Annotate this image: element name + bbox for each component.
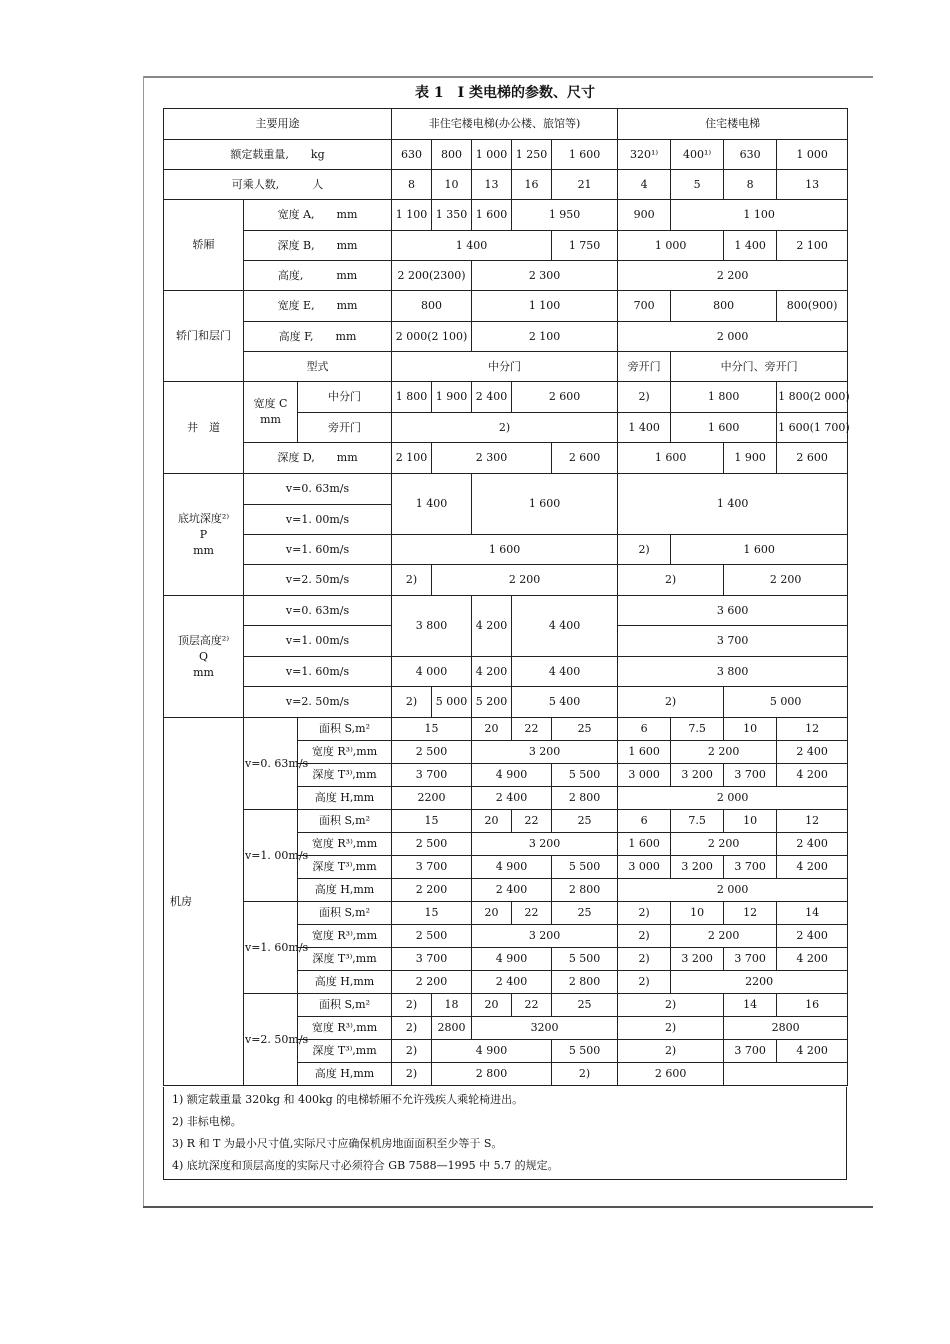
table-cell: 1 400 xyxy=(392,231,552,261)
table-cell: 3 200 xyxy=(472,925,618,948)
table-cell: 4 900 xyxy=(472,764,552,787)
table-cell: 22 xyxy=(512,810,552,833)
table-cell: 2 200 xyxy=(392,879,472,902)
table-cell: 2 600 xyxy=(512,382,618,413)
table-cell: 2 400 xyxy=(777,741,848,764)
table-cell: 2 600 xyxy=(552,443,618,474)
table-cell: 旁开门 xyxy=(618,352,671,382)
table-cell: 4 200 xyxy=(777,856,848,879)
table-row xyxy=(164,902,848,925)
table-cell: 1 400 xyxy=(392,474,472,535)
table-row xyxy=(164,443,848,474)
table-cell: 2) xyxy=(618,971,671,994)
table-cell: 6 xyxy=(618,810,671,833)
note-4: 4) 底坑深度和顶层高度的实际尺寸必须符合 GB 7588—1995 中 5.7 的规定。 xyxy=(172,1159,559,1172)
table-cell: 中分门 xyxy=(392,352,618,382)
table-cell: 2 500 xyxy=(392,833,472,856)
table-cell: 13 xyxy=(777,170,848,200)
table-cell: 22 xyxy=(512,902,552,925)
table-cell: 2 800 xyxy=(552,787,618,810)
table-cell: 2 200 xyxy=(671,741,777,764)
table-cell: 3 700 xyxy=(392,948,472,971)
table-cell: 1 600 xyxy=(671,413,777,443)
table-cell: 5 200 xyxy=(472,687,512,718)
table-cell: 2 000 xyxy=(618,322,848,352)
table-row xyxy=(164,231,848,261)
table-cell: 2 000(2 100) xyxy=(392,322,472,352)
table-cell: 800 xyxy=(392,291,472,322)
table-cell: 3 200 xyxy=(472,741,618,764)
table-cell: 14 xyxy=(724,994,777,1017)
table-cell: 3 700 xyxy=(618,626,848,657)
table-cell: 10 xyxy=(432,170,472,200)
table-cell: 4 900 xyxy=(472,948,552,971)
table-cell: 14 xyxy=(777,902,848,925)
table-cell: 22 xyxy=(512,994,552,1017)
table-cell: 25 xyxy=(552,810,618,833)
table-cell: 2 400 xyxy=(472,879,552,902)
table-cell: 2 500 xyxy=(392,741,472,764)
table-cell: 3 800 xyxy=(618,657,848,687)
table-row xyxy=(164,687,848,718)
elevator-spec-table xyxy=(163,108,848,1086)
table-row xyxy=(164,596,848,626)
table-cell: 400¹⁾ xyxy=(671,140,724,170)
table-cell: 1 600 xyxy=(618,741,671,764)
table-cell: 2 800 xyxy=(432,1063,552,1086)
table-cell: 3 700 xyxy=(724,948,777,971)
table-cell: 机房 xyxy=(164,718,244,1086)
table-cell: 4 200 xyxy=(777,1040,848,1063)
table-cell: 2 200 xyxy=(432,565,618,596)
table-cell: 20 xyxy=(472,902,512,925)
table-row xyxy=(164,140,848,170)
table-cell: 3 200 xyxy=(671,948,724,971)
table-cell: 宽度 R³⁾,mm xyxy=(298,741,392,764)
table-cell: 2 100 xyxy=(392,443,432,474)
table-cell: 1 600 xyxy=(618,443,724,474)
table-cell: 5 000 xyxy=(724,687,848,718)
table-cell: 中分门、旁开门 xyxy=(671,352,848,382)
table-cell: 2 400 xyxy=(472,382,512,413)
table-row xyxy=(164,352,848,382)
table-row xyxy=(164,170,848,200)
table-cell: 1 100 xyxy=(392,200,432,231)
table-cell: 1 250 xyxy=(512,140,552,170)
table-cell: v=1. 00m/s xyxy=(244,505,392,535)
table-cell: 1 350 xyxy=(432,200,472,231)
table-cell: 13 xyxy=(472,170,512,200)
table-cell: 2 600 xyxy=(618,1063,724,1086)
table-cell: 面积 S,m² xyxy=(298,902,392,925)
table-cell: 1 400 xyxy=(618,413,671,443)
table-cell: 额定载重量, kg xyxy=(164,140,392,170)
table-cell: 1 600 xyxy=(618,833,671,856)
table-cell: 7.5 xyxy=(671,718,724,741)
table-cell: 4 000 xyxy=(392,657,472,687)
table-cell: 1 800 xyxy=(392,382,432,413)
table-cell: 1 400 xyxy=(724,231,777,261)
table-cell: 2) xyxy=(618,382,671,413)
table-cell: 2 400 xyxy=(777,925,848,948)
table-row xyxy=(164,291,848,322)
table-cell: 2) xyxy=(618,687,724,718)
table-cell: 中分门 xyxy=(298,382,392,413)
table-cell: 井 道 xyxy=(164,382,244,474)
table-row xyxy=(164,322,848,352)
table-cell: 900 xyxy=(618,200,671,231)
table-cell: 1 600 xyxy=(392,535,618,565)
table-cell: 深度 B, mm xyxy=(244,231,392,261)
table-cell: 3 700 xyxy=(724,856,777,879)
table-cell: 轿门和层门 xyxy=(164,291,244,382)
table-cell: 8 xyxy=(724,170,777,200)
table-cell: 1 750 xyxy=(552,231,618,261)
table-row xyxy=(164,535,848,565)
table-cell: 1 600 xyxy=(671,535,848,565)
table-cell: 深度 D, mm xyxy=(244,443,392,474)
table-cell: 15 xyxy=(392,810,472,833)
table-cell: 5 500 xyxy=(552,1040,618,1063)
table-cell: 2) xyxy=(392,413,618,443)
table-cell: 3 200 xyxy=(671,856,724,879)
table-cell: 2) xyxy=(618,535,671,565)
table-cell: 4 xyxy=(618,170,671,200)
table-cell: v=1. 60m/s xyxy=(244,902,298,994)
table-cell: 8 xyxy=(392,170,432,200)
table-cell: 1 600(1 700) xyxy=(777,413,848,443)
table-cell: 12 xyxy=(724,902,777,925)
table-cell: 2) xyxy=(618,902,671,925)
table-cell: 7.5 xyxy=(671,810,724,833)
table-cell: 3 600 xyxy=(618,596,848,626)
table-cell: 1 000 xyxy=(777,140,848,170)
table-cell: 2) xyxy=(392,1017,432,1040)
table-cell: v=1. 60m/s xyxy=(244,657,392,687)
table-cell: 高度 H,mm xyxy=(298,787,392,810)
table-cell: v=1. 60m/s xyxy=(244,535,392,565)
table-row xyxy=(164,382,848,413)
table-cell: 深度 T³⁾,mm xyxy=(298,1040,392,1063)
table-cell: 5 400 xyxy=(512,687,618,718)
table-cell: 2 200(2300) xyxy=(392,261,472,291)
table-cell: 2 200 xyxy=(671,925,777,948)
table-cell: 2 100 xyxy=(472,322,618,352)
table-cell: 2) xyxy=(392,1063,432,1086)
table-cell: 3 700 xyxy=(392,764,472,787)
table-cell: 4 400 xyxy=(512,596,618,657)
table-cell: 住宅楼电梯 xyxy=(618,109,848,140)
table-row xyxy=(164,200,848,231)
table-cell: 4 200 xyxy=(777,948,848,971)
table-cell: 面积 S,m² xyxy=(298,718,392,741)
table-cell: v=2. 50m/s xyxy=(244,565,392,596)
table-cell: 2 000 xyxy=(618,787,848,810)
table-cell: 宽度 C mm xyxy=(244,382,298,443)
table-cell: 15 xyxy=(392,718,472,741)
table-cell: 2 400 xyxy=(777,833,848,856)
table-cell: 10 xyxy=(724,810,777,833)
table-row xyxy=(164,657,848,687)
table-cell: 2) xyxy=(618,1017,724,1040)
table-cell: 20 xyxy=(472,994,512,1017)
table-cell: 20 xyxy=(472,810,512,833)
table-cell: 高度 F, mm xyxy=(244,322,392,352)
table-cell: 15 xyxy=(392,902,472,925)
table-cell: 3 000 xyxy=(618,764,671,787)
table-cell: 宽度 R³⁾,mm xyxy=(298,1017,392,1040)
table-cell: v=0. 63m/s xyxy=(244,474,392,505)
table-cell: 2 300 xyxy=(472,261,618,291)
table-cell: 4 200 xyxy=(472,657,512,687)
table-cell: 3 200 xyxy=(472,833,618,856)
table-cell: 1 000 xyxy=(472,140,512,170)
table-row xyxy=(164,994,848,1017)
table-row xyxy=(164,474,848,505)
table-cell: 5 xyxy=(671,170,724,200)
table-cell: 高度 H,mm xyxy=(298,879,392,902)
table-cell: 2 400 xyxy=(472,787,552,810)
table-cell: v=0. 63m/s xyxy=(244,596,392,626)
table-cell: 12 xyxy=(777,718,848,741)
table-cell: 25 xyxy=(552,902,618,925)
table-cell: 宽度 E, mm xyxy=(244,291,392,322)
table-cell: 4 200 xyxy=(777,764,848,787)
table-cell: 1 100 xyxy=(671,200,848,231)
table-cell: 2 400 xyxy=(472,971,552,994)
table-cell: 1 400 xyxy=(618,474,848,535)
table-cell: 2 200 xyxy=(618,261,848,291)
table-cell: 630 xyxy=(724,140,777,170)
table-cell: 1 600 xyxy=(552,140,618,170)
table-cell: 2 200 xyxy=(671,833,777,856)
table-cell: 3 000 xyxy=(618,856,671,879)
table-notes xyxy=(163,1087,847,1180)
table-cell: 25 xyxy=(552,718,618,741)
table-cell: 800 xyxy=(432,140,472,170)
table-cell: 2 200 xyxy=(392,971,472,994)
table-cell: 1 000 xyxy=(618,231,724,261)
table-cell: 2 000 xyxy=(618,879,848,902)
table-cell: 深度 T³⁾,mm xyxy=(298,948,392,971)
note-3: 3) R 和 T 为最小尺寸值,实际尺寸应确保机房地面面积至少等于 S。 xyxy=(172,1137,503,1150)
table-cell: 底坑深度²⁾ P mm xyxy=(164,474,244,596)
table-cell: 2 800 xyxy=(552,879,618,902)
table-cell: 1 950 xyxy=(512,200,618,231)
table-cell: 4 900 xyxy=(432,1040,552,1063)
table-cell: 320¹⁾ xyxy=(618,140,671,170)
table-cell: 宽度 R³⁾,mm xyxy=(298,925,392,948)
table-cell: 顶层高度²⁾ Q mm xyxy=(164,596,244,718)
table-cell: 20 xyxy=(472,718,512,741)
table-cell: 1 800(2 000) xyxy=(777,382,848,413)
table-cell: 630 xyxy=(392,140,432,170)
table-cell: 2) xyxy=(392,565,432,596)
table-cell: 宽度 R³⁾,mm xyxy=(298,833,392,856)
table-row xyxy=(164,565,848,596)
table-cell: 18 xyxy=(432,994,472,1017)
table-cell: 2 200 xyxy=(724,565,848,596)
table-cell: 2) xyxy=(392,994,432,1017)
table-cell: 1 600 xyxy=(472,200,512,231)
table-cell: 6 xyxy=(618,718,671,741)
table-cell: 5 000 xyxy=(432,687,472,718)
table-cell: 2) xyxy=(392,687,432,718)
table-cell: 高度 H,mm xyxy=(298,1063,392,1086)
table-cell: 2 100 xyxy=(777,231,848,261)
table-cell: 5 500 xyxy=(552,856,618,879)
table-cell: 1 900 xyxy=(724,443,777,474)
bottom-rule xyxy=(143,1206,873,1208)
table-row xyxy=(164,261,848,291)
table-cell: 主要用途 xyxy=(164,109,392,140)
table-cell: 1 900 xyxy=(432,382,472,413)
table-cell: 面积 S,m² xyxy=(298,994,392,1017)
table-cell: 可乘人数, 人 xyxy=(164,170,392,200)
table-caption: 表 1 I 类电梯的参数、尺寸 xyxy=(414,85,596,101)
table-cell: 10 xyxy=(671,902,724,925)
table-cell: 3 800 xyxy=(392,596,472,657)
table-cell: 5 500 xyxy=(552,948,618,971)
table-cell: 非住宅楼电梯(办公楼、旅馆等) xyxy=(392,109,618,140)
table-cell: 16 xyxy=(512,170,552,200)
table-cell: 深度 T³⁾,mm xyxy=(298,856,392,879)
table-cell: 宽度 A, mm xyxy=(244,200,392,231)
table-cell: 2) xyxy=(618,1040,724,1063)
table-cell: 3 200 xyxy=(671,764,724,787)
table-cell: 2 300 xyxy=(432,443,552,474)
table-cell: 4 200 xyxy=(472,596,512,657)
table-cell: 3 700 xyxy=(392,856,472,879)
table-cell: 2) xyxy=(552,1063,618,1086)
table-cell: 2 600 xyxy=(777,443,848,474)
table-cell: v=0. 63m/s xyxy=(244,718,298,810)
table-cell: 型式 xyxy=(244,352,392,382)
table-row xyxy=(164,718,848,741)
table-cell: 2) xyxy=(392,1040,432,1063)
table-cell: 1 100 xyxy=(472,291,618,322)
table-cell: 高度, mm xyxy=(244,261,392,291)
table-cell: 深度 T³⁾,mm xyxy=(298,764,392,787)
table-cell: 2) xyxy=(618,948,671,971)
table-cell xyxy=(724,1063,848,1086)
table-cell: 21 xyxy=(552,170,618,200)
table-cell: 高度 H,mm xyxy=(298,971,392,994)
table-cell: 4 900 xyxy=(472,856,552,879)
note-1: 1) 额定载重量 320kg 和 400kg 的电梯轿厢不允许残疾人乘轮椅进出。 xyxy=(172,1093,524,1106)
table-cell: 旁开门 xyxy=(298,413,392,443)
note-2: 2) 非标电梯。 xyxy=(172,1115,242,1128)
table-cell: 10 xyxy=(724,718,777,741)
table-cell: 2800 xyxy=(724,1017,848,1040)
table-cell: 3 700 xyxy=(724,764,777,787)
table-cell: 面积 S,m² xyxy=(298,810,392,833)
table-cell: 12 xyxy=(777,810,848,833)
table-cell: 2) xyxy=(618,565,724,596)
table-cell: 2 800 xyxy=(552,971,618,994)
table-cell: 3200 xyxy=(472,1017,618,1040)
table-cell: 2800 xyxy=(432,1017,472,1040)
table-cell: 22 xyxy=(512,718,552,741)
table-cell: 2) xyxy=(618,994,724,1017)
table-cell: v=1. 00m/s xyxy=(244,810,298,902)
table-cell: 2200 xyxy=(392,787,472,810)
table-cell: 2) xyxy=(618,925,671,948)
table-cell: 4 400 xyxy=(512,657,618,687)
table-cell: 800 xyxy=(671,291,777,322)
table-cell: 轿厢 xyxy=(164,200,244,291)
table-cell: 16 xyxy=(777,994,848,1017)
table-cell: v=1. 00m/s xyxy=(244,626,392,657)
table-cell: v=2. 50m/s xyxy=(244,994,298,1086)
table-cell: 1 800 xyxy=(671,382,777,413)
table-cell: 25 xyxy=(552,994,618,1017)
table-cell: v=2. 50m/s xyxy=(244,687,392,718)
table-row xyxy=(164,109,848,140)
table-cell: 700 xyxy=(618,291,671,322)
table-cell: 2 500 xyxy=(392,925,472,948)
table-cell: 2200 xyxy=(671,971,848,994)
table-cell: 800(900) xyxy=(777,291,848,322)
table-cell: 3 700 xyxy=(724,1040,777,1063)
table-row xyxy=(164,810,848,833)
table-cell: 5 500 xyxy=(552,764,618,787)
table-cell: 1 600 xyxy=(472,474,618,535)
